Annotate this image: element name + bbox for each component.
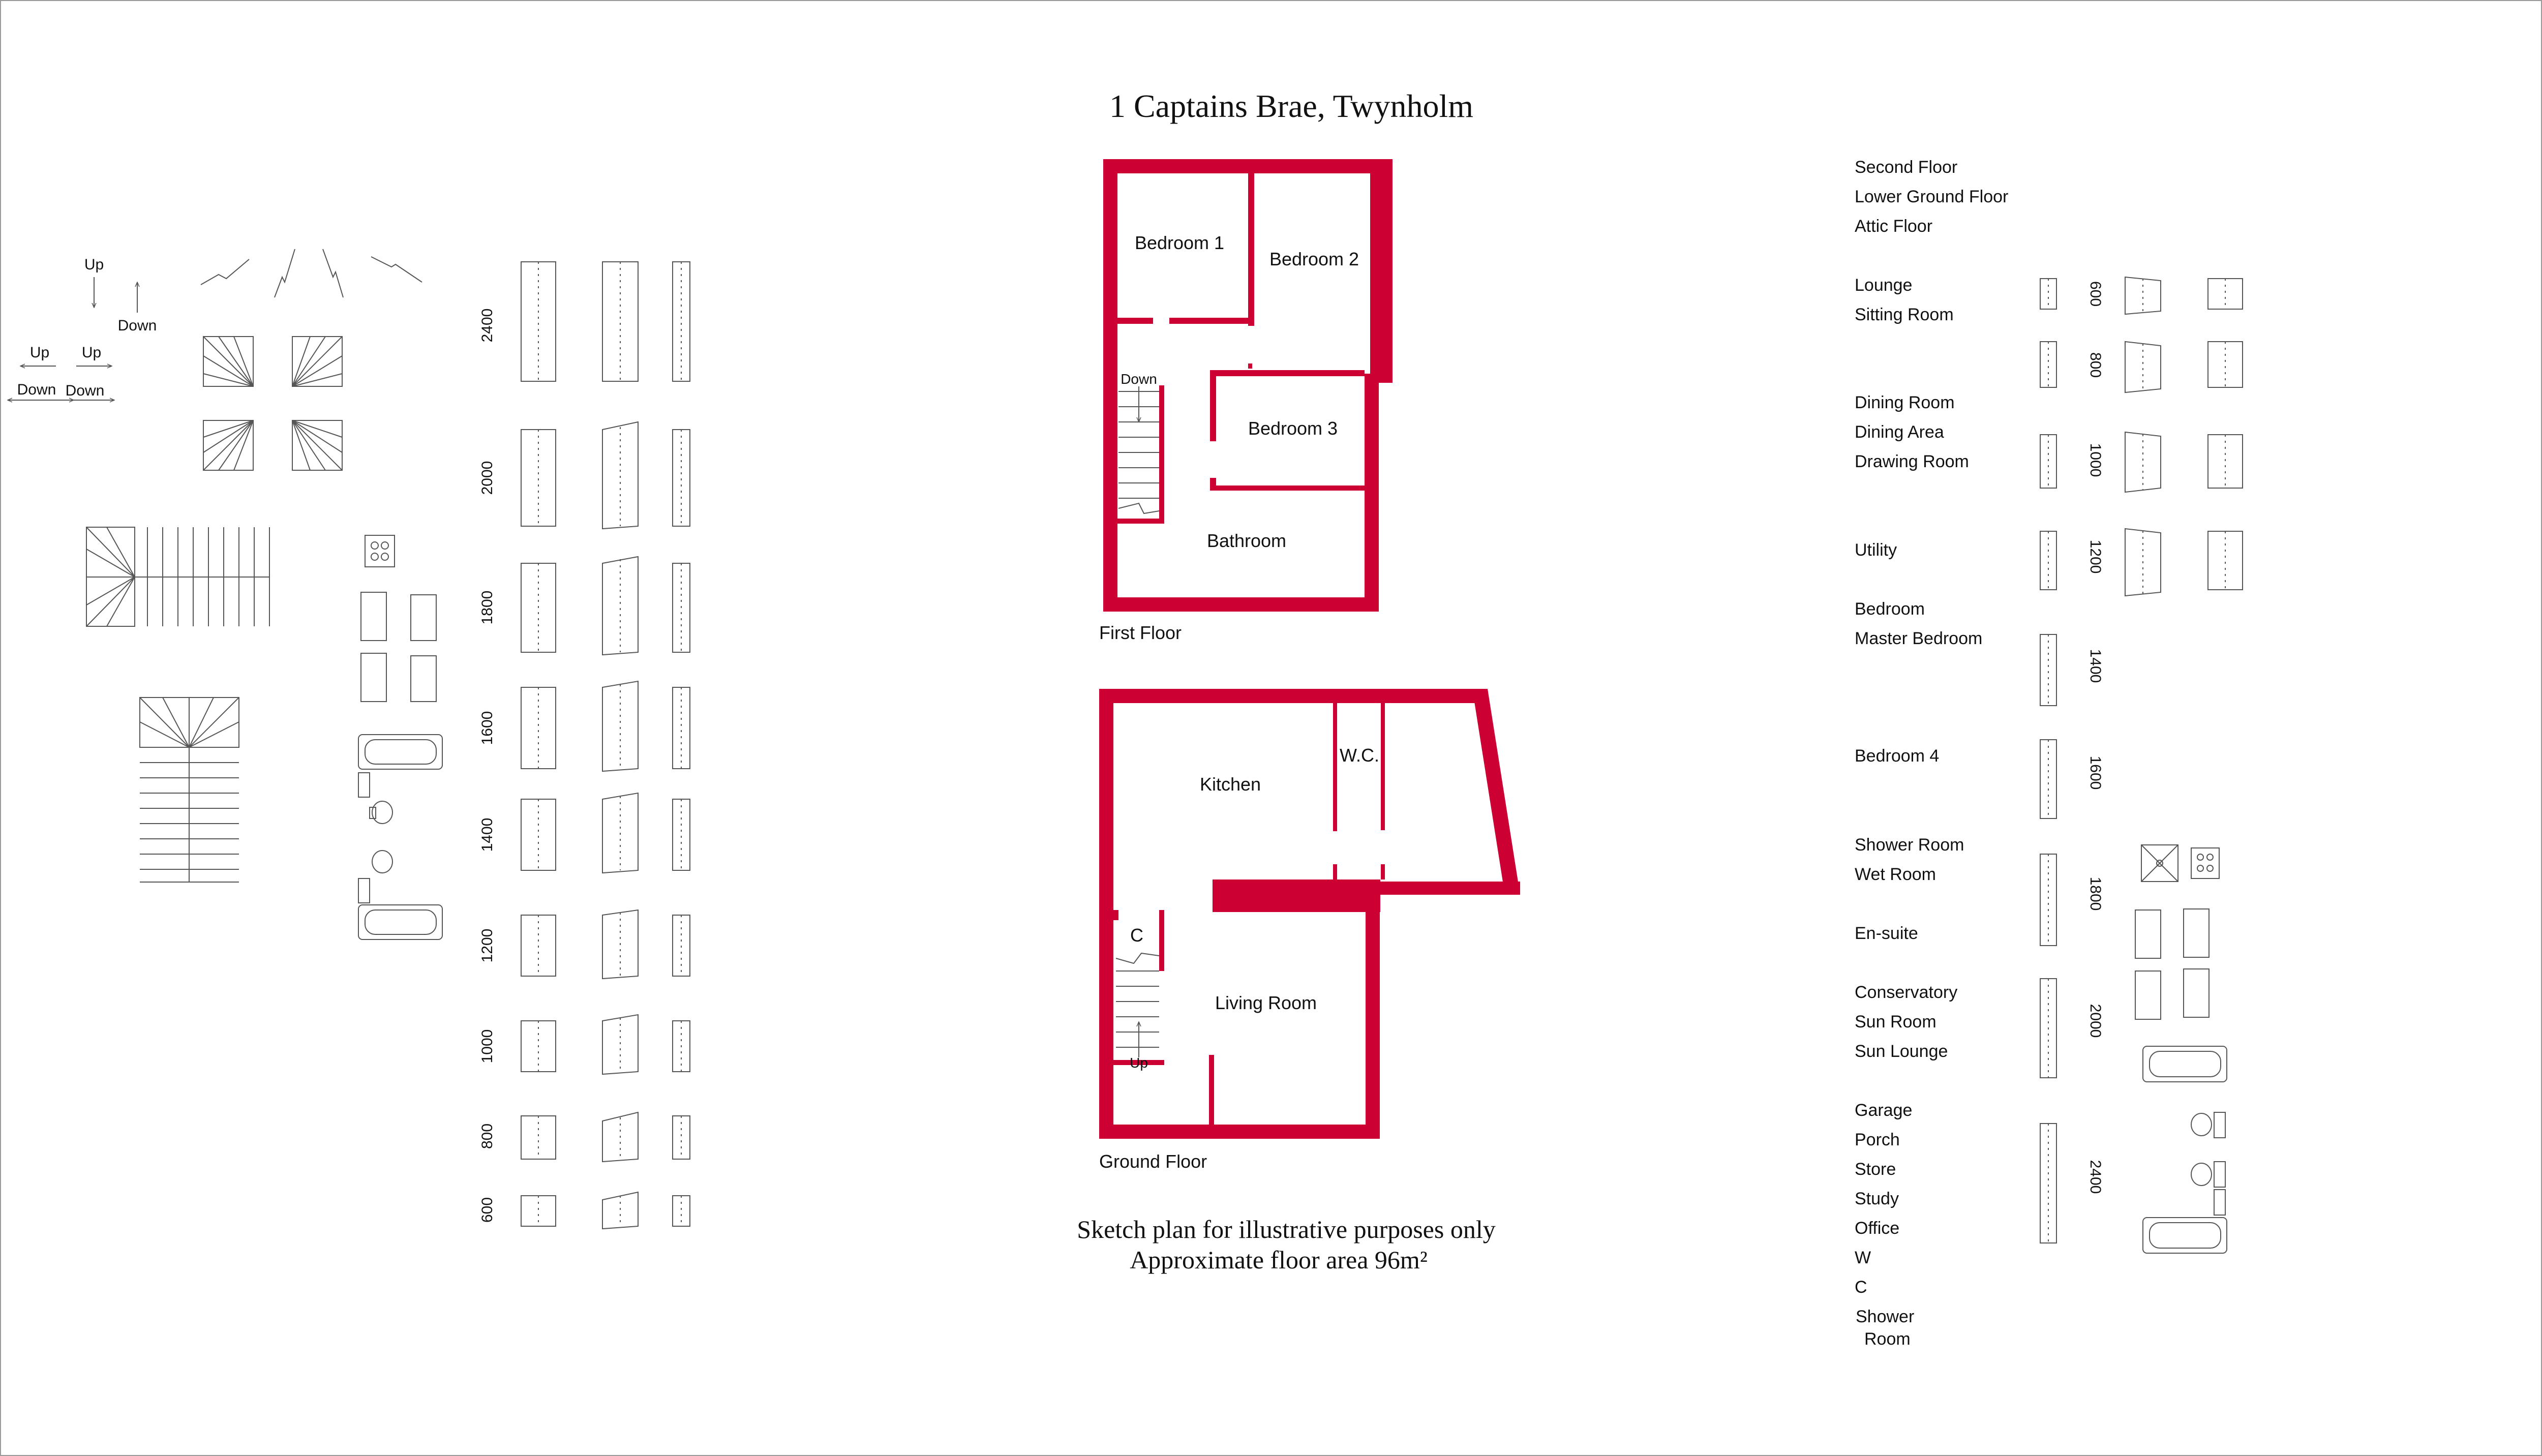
door-width-label: 600 — [2087, 281, 2104, 307]
wall — [1169, 318, 1251, 324]
legend-label: Bedroom 4 — [1855, 746, 1940, 766]
legend-label: Porch — [1855, 1130, 1900, 1149]
wall — [1381, 864, 1385, 879]
room-label-bedroom-2: Bedroom 2 — [1269, 249, 1359, 269]
door-width-label: 1600 — [2087, 755, 2104, 790]
room-label-kitchen: Kitchen — [1199, 774, 1261, 795]
legend-label: Lower Ground Floor — [1855, 187, 2009, 206]
legend-label: Office — [1855, 1219, 1900, 1238]
wall — [1113, 910, 1118, 920]
room-label-bedroom-3: Bedroom 3 — [1248, 418, 1338, 439]
door-width-label: 1800 — [479, 590, 496, 625]
arrow-label-up: Up — [29, 344, 50, 361]
wall — [1381, 703, 1385, 830]
legend-label: Conservatory — [1855, 983, 1958, 1002]
door-width-label: 1600 — [479, 711, 496, 745]
stair-label: Up — [1130, 1055, 1148, 1071]
legend-label: Sun Lounge — [1855, 1042, 1948, 1061]
door-width-label: 2400 — [479, 308, 496, 343]
room-label-wc: W.C. — [1340, 745, 1379, 766]
legend-label: En-suite — [1855, 924, 1918, 943]
wall — [1159, 385, 1164, 523]
door-width-label: 1200 — [479, 928, 496, 963]
arrow-label-down: Down — [17, 381, 56, 398]
wall — [1117, 318, 1153, 324]
legend-label: C — [1855, 1278, 1867, 1297]
legend-label: Sun Room — [1855, 1012, 1936, 1032]
wall — [1333, 703, 1337, 830]
wall — [1159, 910, 1164, 971]
wall — [1103, 159, 1370, 173]
page-title: 1 Captains Brae, Twynholm — [1109, 88, 1474, 124]
floor-area-text: Approximate floor area 96m² — [1130, 1246, 1428, 1274]
legend-label: Study — [1855, 1189, 1899, 1208]
wall — [1099, 1125, 1380, 1139]
legend-label: Drawing Room — [1855, 452, 1969, 471]
legend-label: Utility — [1855, 540, 1897, 560]
arrow-label-up: Up — [81, 344, 102, 361]
wall — [1370, 159, 1393, 383]
legend-label: Garage — [1855, 1101, 1913, 1120]
arrow-label-down: Down — [117, 317, 157, 334]
wall — [1333, 864, 1337, 879]
door-width-label: 2000 — [479, 461, 496, 495]
wall — [1209, 1055, 1214, 1126]
wall — [1333, 813, 1337, 831]
wall — [1210, 370, 1365, 376]
arrow-label-up: Up — [84, 256, 104, 273]
wall — [1103, 159, 1117, 612]
disclaimer-text: Sketch plan for illustrative purposes only — [1077, 1215, 1496, 1243]
legend-label: Second Floor — [1855, 158, 1958, 177]
legend-label: Wet Room — [1855, 865, 1936, 884]
wall — [1365, 374, 1379, 612]
floor-label-ground: Ground Floor — [1099, 1151, 1207, 1172]
wall — [1117, 519, 1164, 524]
door-width-label: 1000 — [2087, 443, 2104, 477]
room-label-cupboard: C — [1130, 925, 1143, 946]
room-label-living-room: Living Room — [1215, 992, 1317, 1013]
door-width-label: 1400 — [2087, 649, 2104, 683]
door-width-label: 2400 — [2087, 1160, 2104, 1194]
door-width-label: 600 — [479, 1197, 496, 1223]
legend-label: Shower — [1856, 1307, 1915, 1326]
wall — [1378, 882, 1520, 895]
wall — [1210, 486, 1365, 491]
wall — [1210, 370, 1216, 441]
legend-label: W — [1855, 1248, 1871, 1267]
legend-label: Room — [1864, 1329, 1911, 1349]
legend-label: Sitting Room — [1855, 305, 1954, 324]
legend-label: Lounge — [1855, 276, 1913, 295]
wall — [1099, 689, 1475, 703]
wall — [1366, 905, 1380, 1139]
room-label-bathroom: Bathroom — [1206, 530, 1287, 551]
legend-label: Shower Room — [1855, 835, 1964, 855]
legend-label: Attic Floor — [1855, 217, 1933, 236]
legend-label: Dining Area — [1855, 422, 1944, 442]
door-width-label: 2000 — [2087, 1004, 2104, 1038]
room-label-bedroom-1: Bedroom 1 — [1134, 232, 1225, 253]
wall — [1099, 689, 1113, 1139]
door-width-label: 1400 — [479, 817, 496, 852]
wall — [1103, 597, 1379, 612]
legend-label: Bedroom — [1855, 599, 1925, 619]
door-width-label: 1800 — [2087, 876, 2104, 911]
legend-label: Store — [1855, 1160, 1896, 1179]
door-width-label: 800 — [2087, 352, 2104, 378]
wall — [1213, 879, 1380, 912]
legend-label: Dining Room — [1855, 393, 1955, 412]
stair-label: Down — [1121, 371, 1157, 387]
door-width-label: 800 — [479, 1123, 496, 1149]
door-width-label: 1200 — [2087, 539, 2104, 574]
floor-label-first: First Floor — [1099, 622, 1182, 643]
door-width-label: 1000 — [479, 1029, 496, 1064]
legend-label: Master Bedroom — [1855, 629, 1983, 648]
wall — [1248, 173, 1254, 326]
wall — [1248, 363, 1252, 369]
arrow-label-down: Down — [65, 382, 105, 399]
